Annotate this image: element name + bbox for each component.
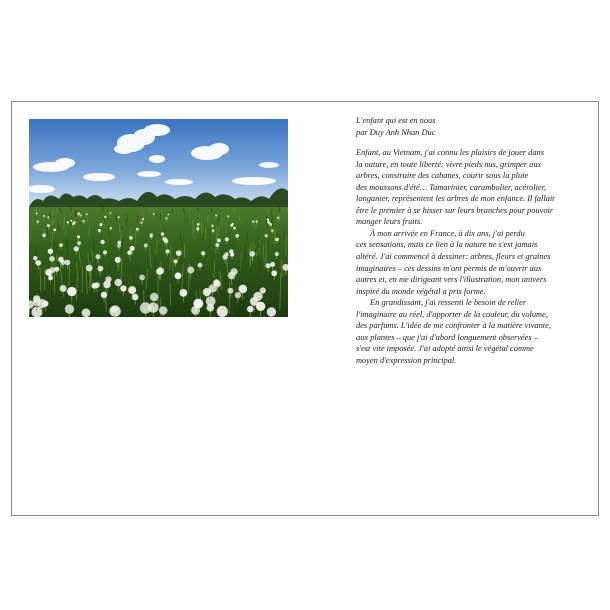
- article-header: [356, 115, 588, 138]
- article-paragraph: [356, 297, 588, 366]
- paragraph-line: imaginaires – ces dessins m'ont permis de m'ouvrir aux: [356, 263, 542, 273]
- paragraph-line: À mon arrivée en France, à dix ans, j'ai perdu: [370, 228, 525, 238]
- paragraph-line: altéré. J'ai commencé à dessiner: arbres, fleurs et graines: [356, 252, 551, 262]
- article-paragraph: [356, 147, 588, 228]
- paragraph-line: la nature, en toute liberté: vivre pieds nus, grimper aux: [356, 159, 542, 169]
- paragraph-line: arbres, construire des cabanes, courir sous la pluie: [356, 171, 529, 181]
- paragraph-line: manger leurs fruits.: [356, 217, 423, 227]
- paragraph-line: inspiré du monde végétal a pris forme.: [356, 286, 486, 296]
- article-body: [356, 147, 588, 366]
- paragraph-line: ces sensations, mais ce lien à la nature ne s'est jamais: [356, 240, 538, 250]
- article-paragraph: [356, 228, 588, 297]
- article-byline: par Duy Anh Nhan Duc: [356, 127, 436, 137]
- article-text-column: [356, 115, 588, 366]
- paragraph-line: des parfums. L'idée de me confronter à la matière vivante,: [356, 321, 551, 331]
- photo-canvas: [29, 119, 288, 317]
- paragraph-line: être le premier à se hisser sur leurs branches pour pouvoir: [356, 205, 554, 215]
- paragraph-line: autres et, en me dirigeant vers l'illustration, mon univers: [356, 275, 547, 285]
- paragraph-line: des moussons d'été… Tamarinier, carambolier, acérolier,: [356, 182, 547, 192]
- paragraph-line: s'est vite imposée. J'ai adopté ainsi le végétal comme: [356, 344, 534, 354]
- paragraph-line: longanier, représentent les arbres de mon enfance. Il fallait: [356, 194, 555, 204]
- paragraph-line: En grandissant, j'ai ressenti le besoin de relier: [370, 298, 527, 308]
- article-title: L'enfant qui est en nous: [356, 116, 436, 125]
- paragraph-line: Enfant, au Vietnam, j'ai connu les plaisirs de jouer dans: [356, 148, 544, 158]
- book-spread: [11, 101, 599, 516]
- paragraph-line: aux plantes – que j'ai d'abord longuement observées –: [356, 332, 538, 342]
- dandelion-field-photo: [29, 119, 288, 317]
- paragraph-line: l'imaginaire au réel, d'apporter de la couleur, du volume,: [356, 309, 548, 319]
- paragraph-line: moyen d'expression principal.: [356, 355, 457, 365]
